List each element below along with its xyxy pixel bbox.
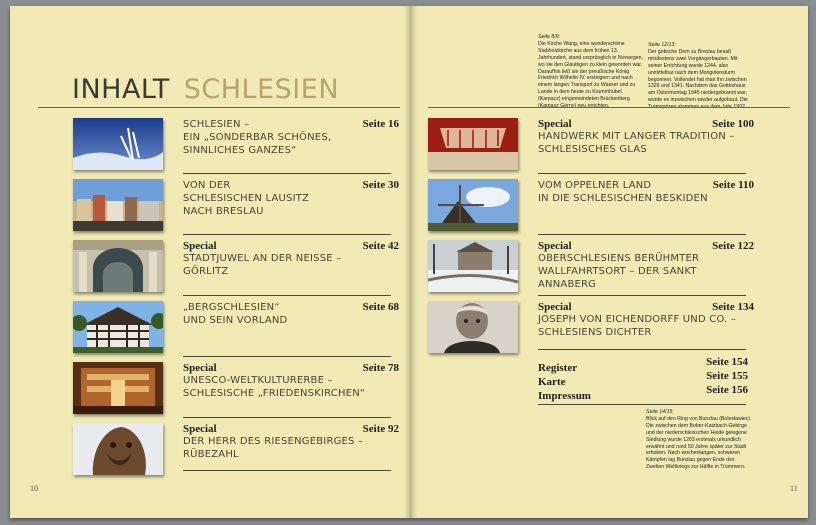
toc-entry[interactable] [428,118,754,178]
entry-page-number: Seite 110 [712,179,754,191]
half-timbered-house-image [73,301,163,353]
entry-page-number: Seite 100 [712,118,754,130]
entry-page-number: Seite 42 [362,240,399,252]
entry-heading: JOSEPH VON EICHENDORFF UND CO. – SCHLESIENS DICHTER [538,314,737,338]
book-spread [10,6,808,518]
toc-entry-impressum[interactable] [538,384,748,402]
entry-divider [183,295,391,296]
entry-divider [538,234,746,235]
entry-heading: UNESCO-WELTKULTURERBE – SCHLESISCHE „FRIEDENSKIRCHEN“ [183,375,366,399]
page-title [72,74,339,105]
toc-entry[interactable] [73,301,399,361]
entry-tag: Special [538,118,572,130]
entry-divider [183,470,391,471]
toc-entry[interactable] [73,118,399,178]
poet-portrait-image [428,301,518,353]
entry-tag: Special [183,423,217,435]
entry-page-number: Seite 122 [712,240,754,252]
toc-entry[interactable] [73,423,399,483]
entry-heading: VON DER SCHLESISCHEN LAUSITZ NACH BRESLAU [183,180,310,217]
entry-divider [183,234,391,235]
town-houses-image [73,179,163,231]
entry-divider [183,417,391,418]
entry-page-number: Seite 134 [712,301,754,313]
entry-page-number: Seite 92 [362,423,399,435]
entry-heading: HANDWERK MIT LANGER TRADITION – SCHLESISCHES GLAS [538,131,735,155]
entry-page-number: Seite 78 [362,362,399,374]
toc-entry[interactable] [428,179,754,239]
caption-seite-8-9: Seite 8/9: Die Kirche Wang, eine wunderschöne Stabholzkirche aus dem frühen 13. Jahrhundert, stand ursprünglich in Norwegen, wo sie den Gläubigen zu klein geworden war. Daraufhin ließ sie der preußische König Friedrich Wilhelm IV. ersteigern und nach einem langen Transport zu Wasser und zu Lande in dem heute zu Krummhübel (Karpacz) eingemeindeten Brückenberg [538,34,643,103]
page-number-right: 11 [790,484,798,493]
entry-heading: OBERSCHLESIENS BERÜHMTER WALLFAHRTSORT – DER SANKT ANNABERG [538,253,700,290]
entry-label: Register [538,362,578,374]
entry-heading: DER HERR DES RIESENGEBIRGES – RÜBEZAHL [183,436,364,460]
left-page [10,6,408,518]
entry-page-number: Seite 68 [362,301,399,313]
toc-entry-karte[interactable] [538,370,748,388]
winter-pilgrimage-site-image [428,240,518,292]
entry-heading: SCHLESIEN – EIN „SONDERBAR SCHÖNES, SINNLICHES GANZES“ [183,119,332,156]
entry-page-number: Seite 154 [706,356,748,368]
church-interior-image [73,362,163,414]
toc-entry[interactable] [73,362,399,422]
entry-page-number: Seite 155 [706,370,748,382]
right-page [410,6,808,518]
entry-heading: VOM OPPELNER LAND IN DIE SCHLESISCHEN BESKIDEN [538,180,708,204]
carved-figure-image [73,423,163,475]
caption-seite-14-15: Seite 14/15: Blick auf den Ring von Bunzlau (Bolesławiec). Die zwischen dem Bober-Katzbach-Gebirge und der niederschlesischen Heide gelegene Siedlung wurde 1203 erstmals urkundlich erwähnt und rund 50 Jahre später zur Stadt erhoben. Nach wochenlangen, schweren Kämpfen lag Bunzlau gegen Ende des Zweiten Weltkriegs zur Hälfte in Trümmern. [646,409,752,471]
entry-divider [538,404,746,405]
entry-tag: Special [183,362,217,374]
toc-entry[interactable] [428,240,754,300]
title-word-schlesien: SCHLESIEN [183,74,340,105]
entry-tag: Special [538,240,572,252]
toc-entry[interactable] [428,301,754,361]
snowy-winter-landscape-image [73,118,163,170]
title-rule [38,107,400,108]
entry-heading: „BERGSCHLESIEN“ UND SEIN VORLAND [183,302,288,326]
entry-tag: Special [538,301,572,313]
page-number-left: 10 [30,484,38,493]
toc-entry[interactable] [73,179,399,239]
entry-tag: Special [183,240,217,252]
title-rule-right [428,107,790,108]
entry-divider [183,173,391,174]
entry-divider [183,356,391,357]
toc-entry[interactable] [73,240,399,300]
title-word-inhalt: INHALT [72,74,170,105]
windmill-image [428,179,518,231]
entry-label: Karte [538,376,566,388]
entry-divider [538,173,746,174]
entry-page-number: Seite 156 [706,384,748,396]
glass-vessel-image [428,118,518,170]
arched-gateway-image [73,240,163,292]
entry-divider [538,295,746,296]
entry-label: Impressum [538,390,591,402]
entry-page-number: Seite 30 [362,179,399,191]
entry-heading: STADTJUWEL AN DER NEISSE – GÖRLITZ [183,253,342,277]
entry-divider [538,349,746,350]
entry-page-number: Seite 16 [362,118,399,130]
caption-seite-12-13: Seite 12/13: Der gotische Dom zu Breslau besaß mindestens zwei Vorgängerbauten. Mit seiner Errichtung wurde 1244, also unmittelbar nach dem Mongolensturm begonnen. Vollendet hat man ihn zwischen 1326 und 1341. Nachdem das Gotteshaus am Ostermontag 1945 niedergebrannt war, wurde es inzwischen wieder aufgebaut. Die [648,42,748,104]
toc-entry-register[interactable] [538,356,748,374]
